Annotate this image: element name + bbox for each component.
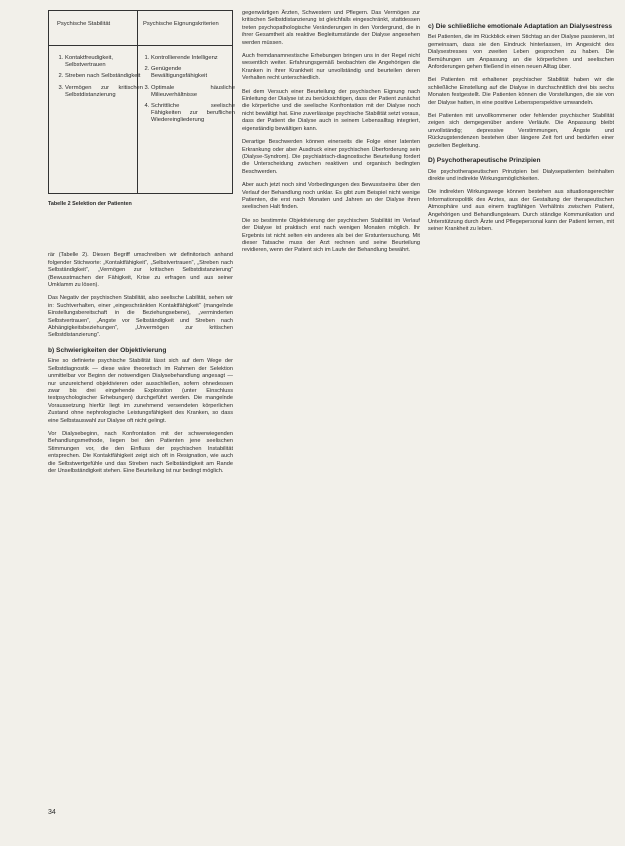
column-middle [242, 10, 420, 261]
list-item: 4. Schrittliche seelische Fähigkeiten zur beruflichen Wiedereingliederung [151, 103, 235, 125]
paragraph: Die indirekten Wirkungswege können bestehen aus situationsgerechter Informationspolitik des Arztes, aus der Gestaltung der therapeutischen Atmosphäre und aus einem tragfähigen Verhältnis zwischen Patient, Angehörigen und Behandlungsteam. Durch ständige Kommunikation und Unterstützung durch Ärzte und Pflegepersonal kann der Patient lernen, mit seiner Krankheit zu leben. [428, 189, 614, 233]
selection-table [48, 10, 233, 194]
paragraph: Bei dem Versuch einer Beurteilung der psychischen Eignung nach Einleitung der Dialyse ist zu berücksichtigen, dass der Patient zunächst die körperliche und die seelische Konfrontation mit der Dialyse noch nicht bewältigt hat. Eine zuverlässige psychische Stabilität setzt voraus, dass der Patient die Dialyse auch in seinem Lebensalltag integriert, eigenständig bewältigen kann. [242, 88, 420, 132]
paragraph: Bei Patienten mit erhaltener psychischer Stabilität haben wir die schließliche Einstellung auf die Dialyse in durchschnittlich drei bis sechs Monaten festgestellt. Die Patienten können die Vorstellungen, die sie von der Dialyse hatten, in eine positive Lebensperspektive umwandeln. [428, 77, 614, 106]
list-item: 2. Streben nach Selbständigkeit [65, 73, 143, 80]
paragraph: Eine so definierte psychische Stabilität lässt sich auf dem Wege der Selbstdiagnostik — diese wäre theoretisch im Rahmen der Selektion unmittelbar vor Beginn der notwendigen Dialysebehandlung angesagt — nur unzureichend objektivieren oder ausschließen, sofern ohnedessen zwar bis drei eingehende Exploration (unter Einschluss testpsychologischer Erhebungen) durchgeführt werden. Die mangelnde Voraussetzung hierfür liegt im zunehmend versendeten körperlichen Zustand ohne nephrologische Leistungsfähigkeit des Kranken, so dass eine Selbstauswahl zur Dialyse oft nicht gelingt. [48, 358, 233, 424]
paragraph: Aber auch jetzt noch sind Vorbedingungen des Bewusstseins über den Verlauf der Behandlung noch unklar. Es gibt zum Beispiel nicht wenige Patienten, die erst nach Monaten und Jahren an der Dialyse ihren seelischen Halt finden. [242, 182, 420, 211]
page-number: 34 [48, 809, 56, 816]
paragraph: Vor Dialysebeginn, nach Konfrontation mit der schwerwiegenden Behandlungsmethode, liegen bei den Patienten jene seelischen Stimmungen vor, die den Einfluss der psychischen Instabilität entsprechen. Die Kontaktfähigkeit zeigt sich oft in Resignation, wie auch die Selbstwertgefühle und das Streben nach Selbständigkeit am Rande der Unselbständigkeit stehen. Eine Beurteilung ist nur bedingt möglich. [48, 430, 233, 474]
paragraph: Das Negativ der psychischen Stabilität, also seelische Labilität, sehen wir in: Suchtverhalten, einer „eingeschränkten Kontaktfähigkeit“ (mangelnde Einstellungsbereitschaft in die Beziehungsebene), „verminderten Selbstvertrauen“, „Angste vor Selbständigkeit und Streben nach Abhängigkeitsbeziehungen“, „Unvermögen zur kritischen Selbstdistanzierung“. [48, 295, 233, 339]
list-item: 1. Kontaktfreudigkeit, Selbstvertrauen [65, 55, 143, 69]
paragraph: Auch fremdanamnestische Erhebungen bringen uns in der Regel nicht wesentlich weiter. Erfahrungsgemäß beobachten die Angehörigen die Kranken in ihrer Krankheit nur unvollständig und beurteilen deren Verhalten recht unterschiedlich. [242, 53, 420, 82]
left-criteria-list [53, 55, 143, 103]
list-item: 1. Kontrollierende Intelligenz [151, 55, 235, 62]
paragraph: Derartige Beschwerden können einerseits die Folge einer latenten Erkrankung oder aber Ausdruck einer psychischen Überforderung sein (Dialyse-Syndrom). Die psychiatrisch-diagnostische Beurteilung fordert die Unterscheidung zwischen reaktiven und organisch bedingten Beschwerden. [242, 139, 420, 175]
paragraph: Bei Patienten, die im Rückblick einen Stichtag an der Dialyse passieren, ist gemeinsam, dass sie den Eindruck hinterlassen, im Angesicht des Dialysestresses von zweiten Leben gesprochen zu haben. Die Bemühungen um Anpassung an die körperlichen und seelischen Anforderungen gehen fließend in einen neuen Alltag über. [428, 34, 614, 71]
list-item: 3. Vermögen zur kritischen Selbstdistanzierung [65, 85, 143, 99]
paragraph: Die so bestimmte Objektivierung der psychischen Stabilität im Verlauf der Dialyse ist praktisch erst nach wenigen Monaten möglich. Ihr Ergebnis ist nicht selten ein anderes als bei der Erstuntersuchung. Mit dieser Tatsache muss der Arzt rechnen und seine Beurteilung revidieren, wenn der Patient sich im Laufe der Behandlung bewährt. [242, 217, 420, 254]
column-right [428, 16, 614, 240]
paragraph: Die psychotherapeutischen Prinzipien bei Dialysepatienten beinhalten direkte und indirekte Wirkungsmöglichkeiten. [428, 168, 614, 182]
table-header-left: Psychische Stabilität [57, 21, 111, 27]
right-criteria-list [139, 55, 235, 129]
paragraph: gegenwärtigen Ärzten, Schwestern und Pflegern. Das Vermögen zur kritischen Selbstdistanzierung ist gleichfalls eingeschränkt, stattdessen treten psychopathologische Veränderungen in den Vordergrund, die in ihrer Gesamtheit als reaktive Begleitumstände der Dialyse angesehen werden müssen. [242, 10, 420, 46]
section-heading: c) Die schließliche emotionale Adaptation an Dialysestress [428, 23, 613, 30]
section-heading: b) Schwierigkeiten der Objektivierung [48, 346, 167, 354]
section-heading: D) Psychotherapeutische Prinzipien [428, 157, 541, 165]
list-item: 3. Optimale häusliche Milieuverhältnisse [151, 85, 235, 99]
list-item: 2. Genügende Bewältigungsfähigkeit [151, 66, 235, 80]
paragraph: Bei Patienten mit unvollkommener oder fehlender psychischer Stabilität zeigen sich demgegenüber andere Verläufe. Die Anpassung bleibt unvollständig; depressive Verstimmungen, Ängste und Rückzugstendenzen bestehen über längere Zeit fort und bedürfen einer gezielten Begleitung. [428, 113, 614, 149]
table-header-right: Psychische Eignungskriterien [143, 21, 219, 27]
paragraph: rär (Tabelle 2). Diesen Begriff umschreiben wir definitorisch anhand folgender Stichworte: „Kontaktfähigkeit“, „Selbstvertrauen“, „Streben nach Selbständigkeit“, „Vermögen zur kritischen Selbstdistanzierung“ (Bewusstmachen der Fähigkeit, Krise zu erfragen und aus seiner Umklamm zu lösen). [48, 252, 233, 289]
column-left [48, 10, 233, 481]
table-caption: Tabelle 2 Selektion der Patienten [48, 201, 132, 207]
table-header-rule [49, 45, 232, 46]
